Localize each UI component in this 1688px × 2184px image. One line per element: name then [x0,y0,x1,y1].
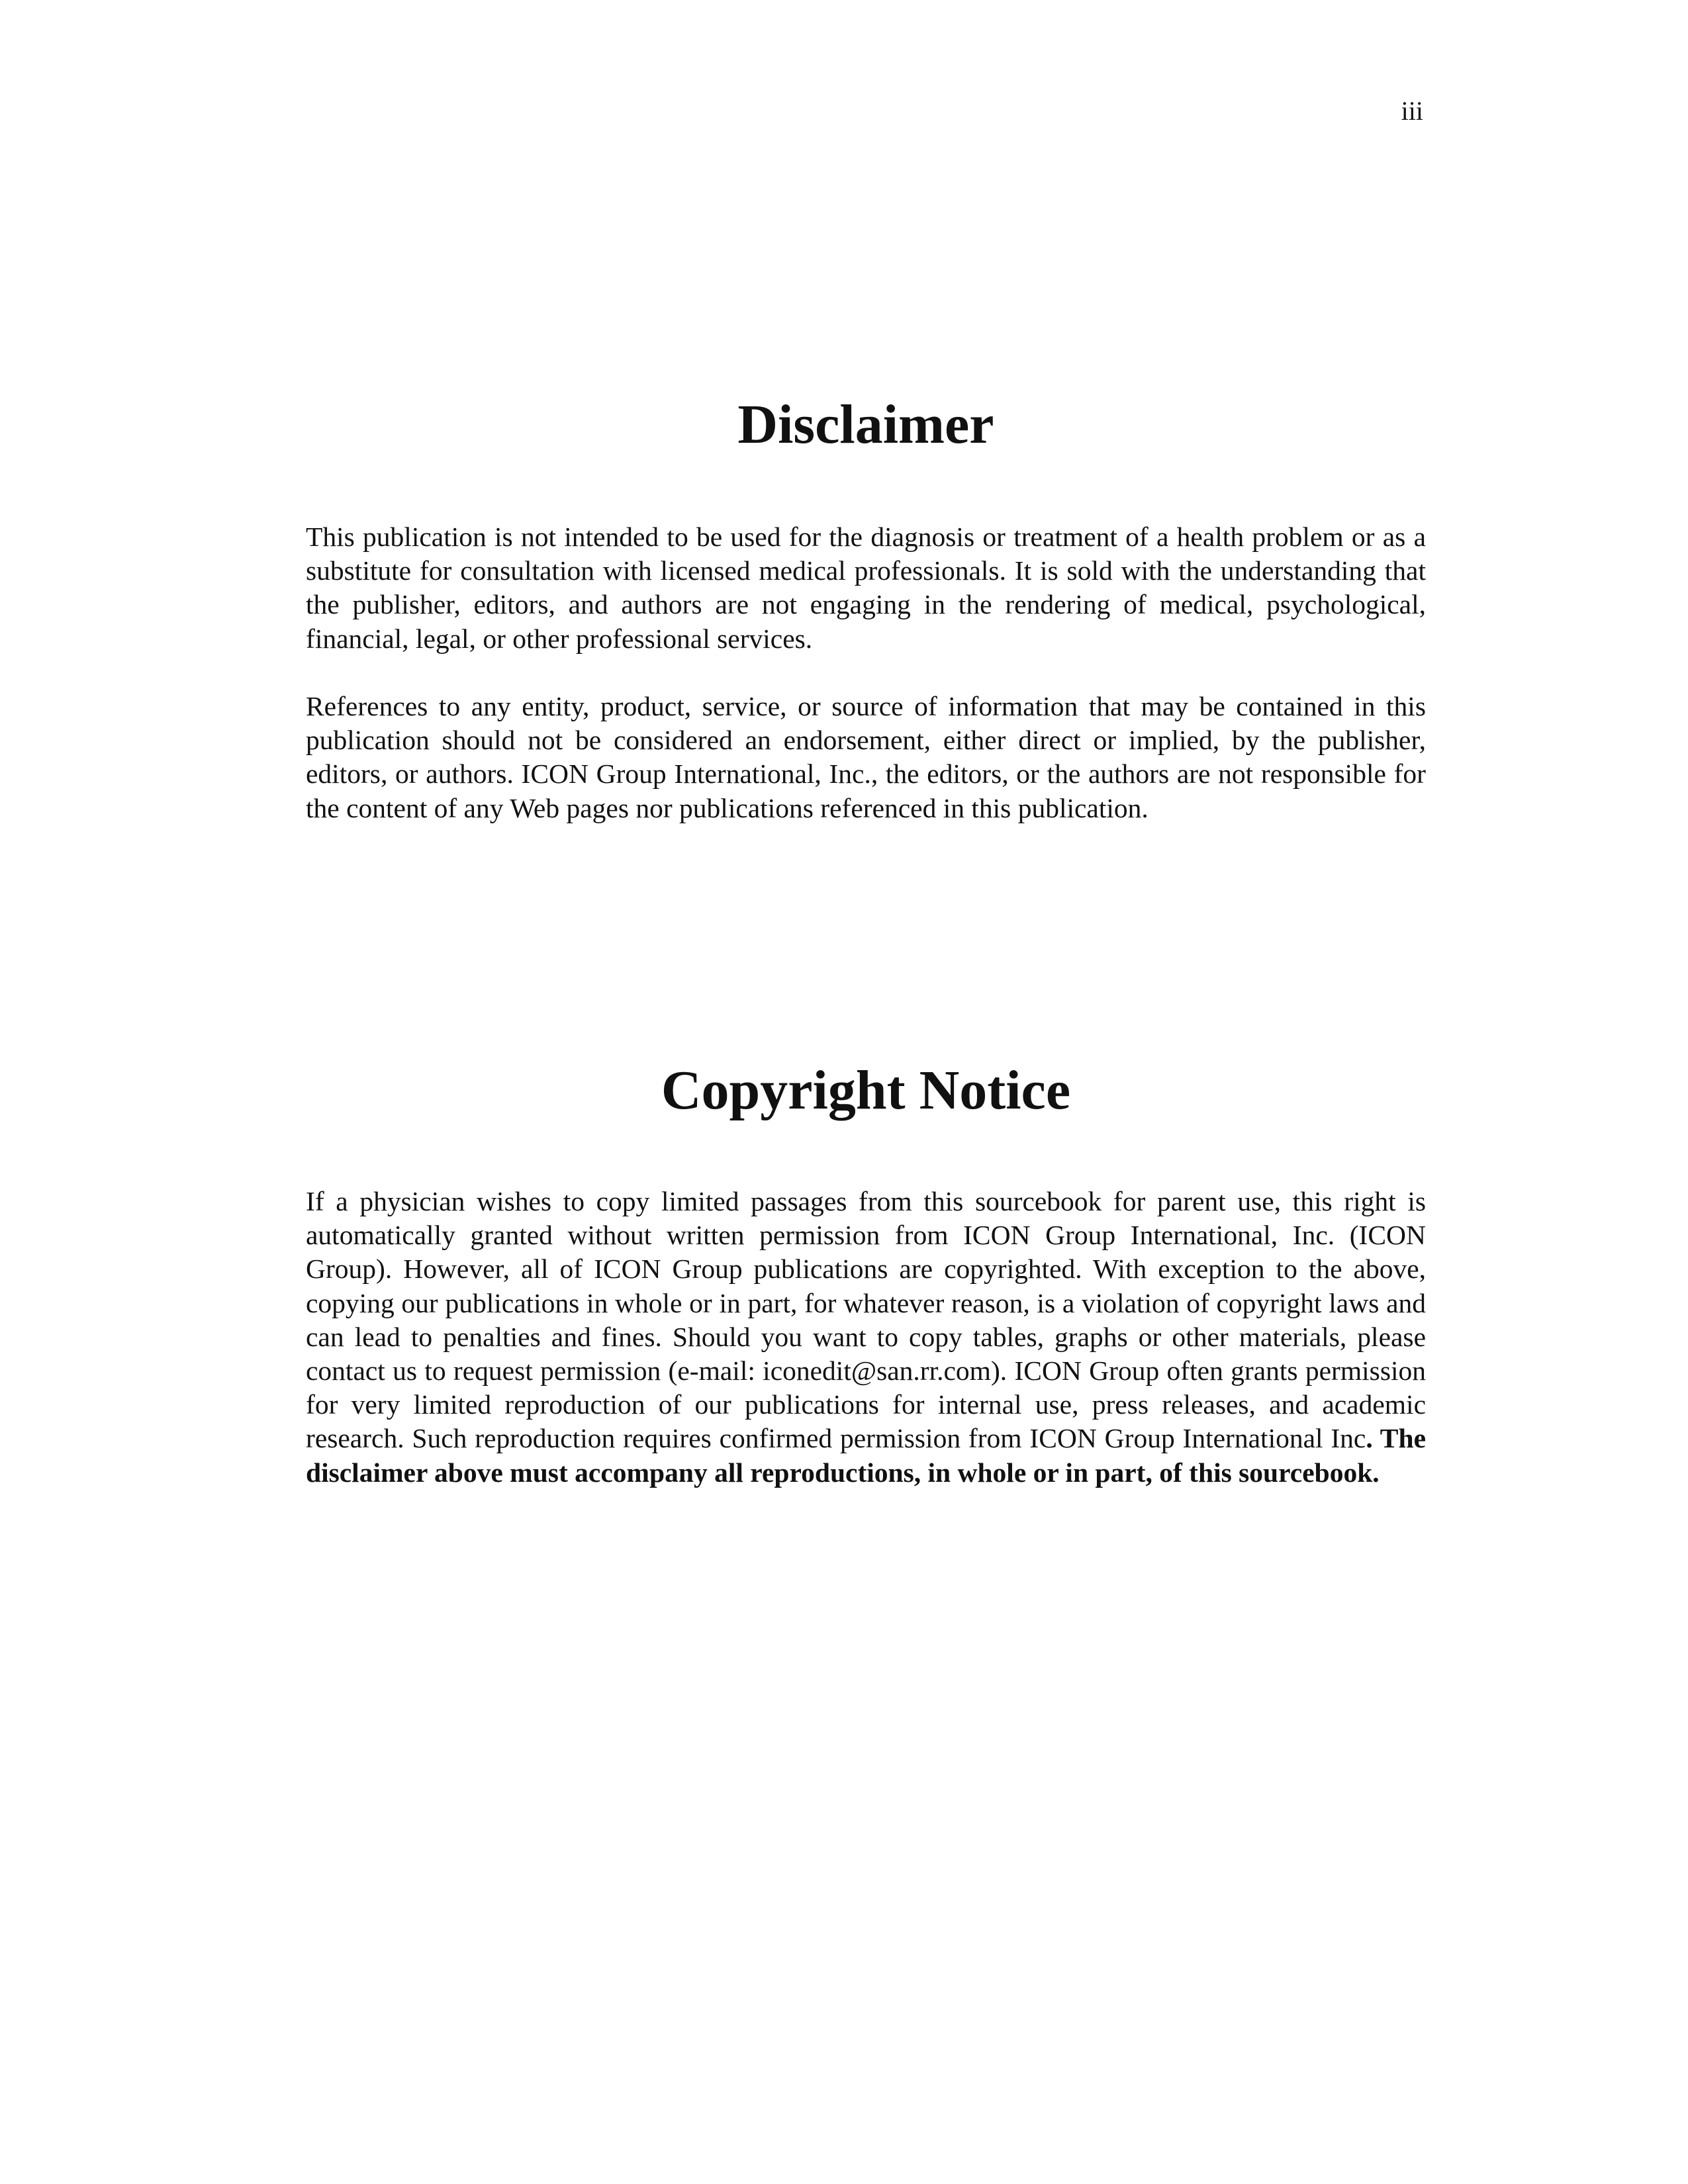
copyright-heading: Copyright Notice [661,1060,1071,1121]
copyright-bold-notice: . The disclaimer above must accompany all reproductions, in whole or in part, of this sourcebook. [306,1423,1426,1488]
copyright-paragraph [306,1185,1426,1490]
disclaimer-paragraph: This publication is not intended to be used for the diagnosis or treatment of a health problem or as a substitute for consultation with licensed medical professionals. It is sold with the understanding that the publisher, editors, and authors are not engaging in the rendering of medical, psychological, financial, legal, or other professional services. [306,522,1426,654]
disclaimer-heading: Disclaimer [737,394,994,455]
disclaimer-body [306,520,1426,825]
copyright-body [306,1185,1426,1490]
copyright-text: If a physician wishes to copy limited passages from this sourcebook for parent use, this right is automatically granted without written permission from ICON Group International, Inc. (ICON Group). However, all of ICON Group publications are copyrighted. With exception to the above, copying our publications in whole or in part, for whatever reason, is a violation of copyright laws and can lead to penalties and fines. Should you want to copy tables, graphs or other materials, please contact us to request permission (e-mail: iconedit@san.rr.com). ICON Group often grants permission for very limited reproduction of our publications for internal use, press releases, and academic research. Such reproduction requires confirmed permission from ICON Group International Inc [306,1186,1426,1454]
page-number: iii [1401,96,1423,126]
disclaimer-paragraph: References to any entity, product, service, or source of information that may be contained in this publication should not be considered an endorsement, either direct or implied, by the publisher, editors, or authors. ICON Group International, Inc., the editors, or the authors are not responsible for the content of any Web pages nor publications referenced in this publication. [306,691,1426,823]
